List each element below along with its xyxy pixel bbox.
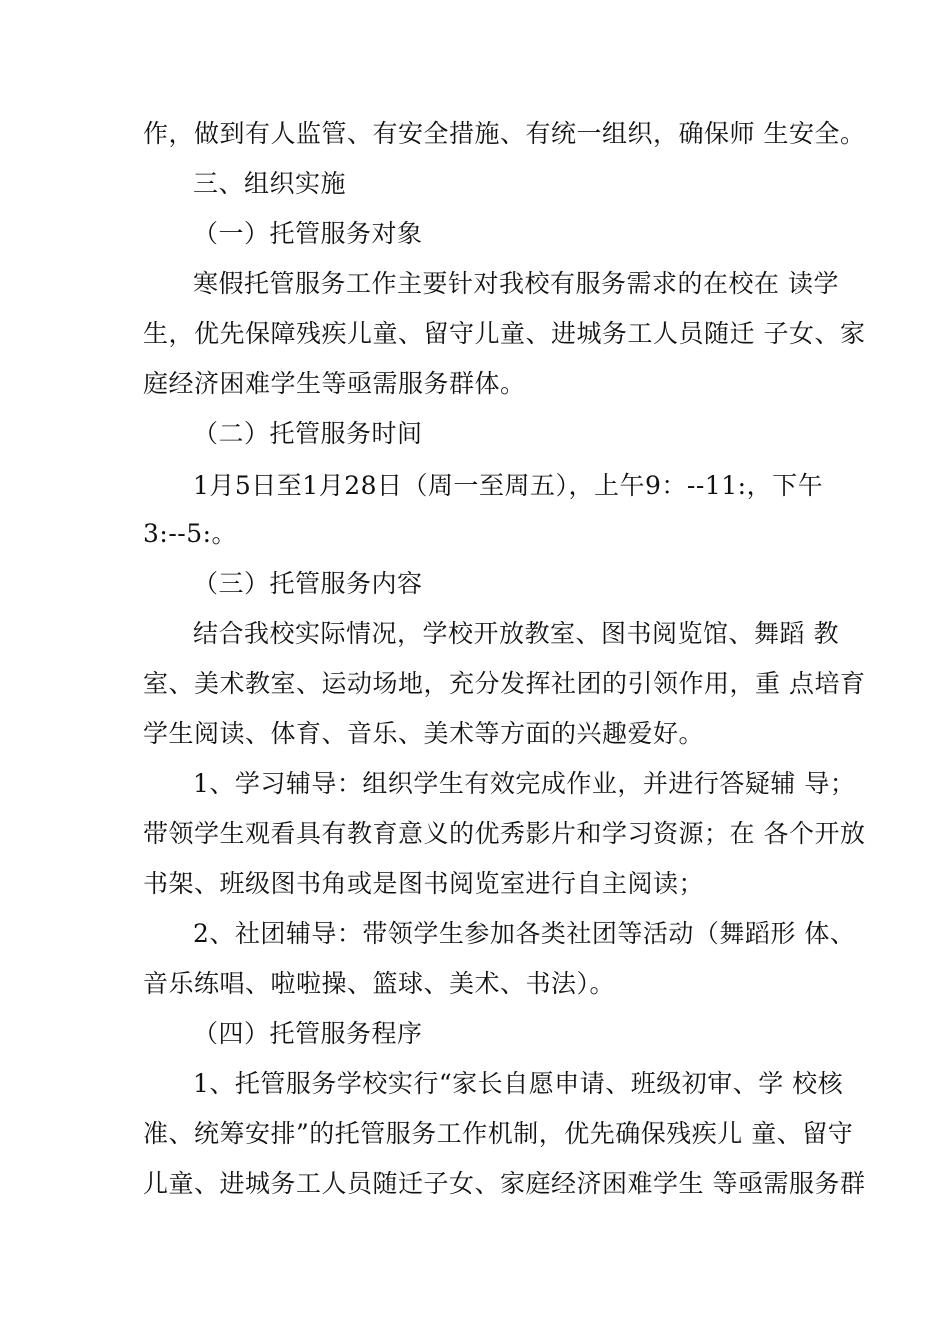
- paragraph-line: 室、美术教室、运动场地，充分发挥社团的引领作用，重 点培育: [143, 669, 866, 698]
- paragraph-line: 3:--5:。: [143, 519, 238, 548]
- paragraph-line: 音乐练唱、啦啦操、篮球、美术、书法）。: [143, 969, 616, 998]
- paragraph-line: 结合我校实际情况，学校开放教室、图书阅览馆、舞蹈 教: [193, 619, 839, 648]
- paragraph-line: 1月5日至1月28日（周一至周五），上午9：--11:，下午: [193, 471, 824, 500]
- paragraph-line: 2、社团辅导：带领学生参加各类社团等活动（舞蹈形 体、: [193, 919, 856, 948]
- paragraph-line: 生，优先保障残疾儿童、留守儿童、进城务工人员随迁 子女、家: [143, 319, 866, 348]
- paragraph-line: 1、学习辅导：组织学生有效完成作业，并进行答疑辅 导；: [193, 769, 856, 798]
- paragraph-line: 带领学生观看具有教育意义的优秀影片和学习资源；在 各个开放: [143, 819, 866, 848]
- subsection-heading: （三）托管服务内容: [193, 569, 423, 598]
- subsection-heading: （四）托管服务程序: [193, 1019, 423, 1048]
- subsection-heading: （一）托管服务对象: [193, 219, 423, 248]
- paragraph-line: 作，做到有人监管、有安全措施、有统一组织，确保师 生安全。: [143, 119, 866, 148]
- paragraph-line: 书架、班级图书角或是图书阅览室进行自主阅读；: [143, 869, 705, 898]
- paragraph-line: 寒假托管服务工作主要针对我校有服务需求的在校在 读学: [193, 269, 839, 298]
- subsection-heading: （二）托管服务时间: [193, 419, 423, 448]
- paragraph-line: 学生阅读、体育、音乐、美术等方面的兴趣爱好。: [143, 719, 705, 748]
- paragraph-line: 儿童、进城务工人员随迁子女、家庭经济困难学生 等亟需服务群: [143, 1169, 866, 1198]
- paragraph-line: 1、托管服务学校实行“家长自愿申请、班级初审、学 校核: [193, 1069, 844, 1098]
- paragraph-line: 准、统筹安排”的托管服务工作机制，优先确保残疾儿 童、留守: [143, 1119, 854, 1148]
- paragraph-line: 庭经济困难学生等亟需服务群体。: [143, 369, 526, 398]
- section-heading: 三、组织实施: [193, 169, 347, 198]
